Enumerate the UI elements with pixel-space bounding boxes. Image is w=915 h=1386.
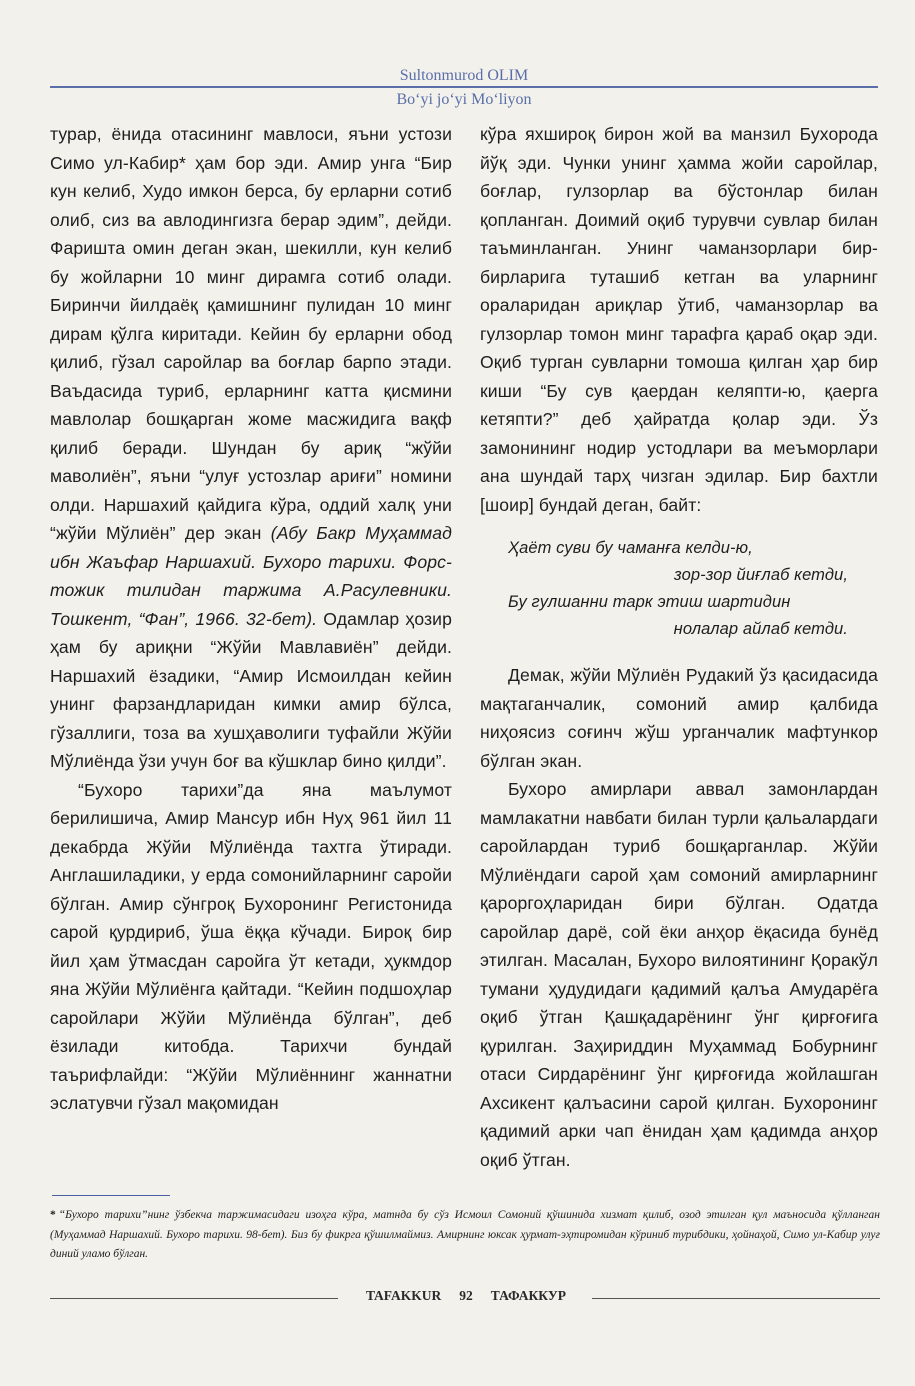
footer-rule-right	[592, 1298, 880, 1299]
footer-rule-left	[50, 1298, 338, 1299]
header-author: Sultonmurod OLIM	[399, 67, 529, 84]
left-p1-text: турар, ёнида отасининг мавлоси, яъни устози Симо ул-Кабир* ҳам бор эди. Амир унга “Бир кун келиб, Худо имкон берса, бу ерларни сотиб олиб, сиз ва авлодингизга берар эдим”, дейди. Фаришта омин деган экан, шекилли, кун келиб бу жойларни 10 минг дирамга сотиб олади. Биринчи йилдаёқ қамишнинг пулидан 10 минг дирам қўлга киритади. Кейин бу ерларни обод қилиб, гўзал саройлар ва боғлар барпо этади. Ваъдасида туриб, ерларнинг катта қисмини мавлолар бошқарган жоме масжидига вақф қилиб беради. Шундан бу ариқ “жўйи маволиён”, яъни “улуғ устозлар ариғи” номини олди. Наршахий қайдига кўра, оддий халқ уни “жўйи Мўлиён” дер экан	[50, 124, 452, 543]
left-paragraph-2: “Бухоро тарихи”да яна маълумот берилишича, Амир Мансур ибн Нуҳ 961 йил 11 декабрда Жўйи Мўлиёнда тахтга ўтиради. Англашиладики, у ерда сомонийларнинг саройи бўлган. Амир сўнгроқ Бухоронинг Регистонида сарой қурдириб, ўша ёққа кўчади. Бироқ бир йил ҳам ўтмасдан саройга ўт кетади, ҳукмдор яна Жўйи Мўлиёнга қайтади. “Кейин подшоҳлар саройлари Жўйи Мўлиёнда бўлган”, деб ёзилади китобда. Тарихчи бундай таърифлайди: “Жўйи Мўлиённинг жаннатни эслатувчи гўзал мақомидан	[50, 779, 452, 1113]
left-p1-end: Одамлар ҳозир ҳам бу ариқни “Жўйи Мавлавиён” дейди. Наршахий ёзадики, “Амир Исмоилдан кейин унинг фарзандларидан кимки амир бўлса, гўзаллиги, тоза ва хушҳаволиги туфайли Жўйи Мўлиёнда ўзи учун боғ ва кўшклар бино қилди”.	[50, 608, 452, 771]
footer-journal-cyrillic: ТАФАККУР	[490, 1288, 566, 1303]
header-rule	[50, 86, 878, 88]
poem-line-1: Ҳаёт суви бу чаманға келди-ю,	[508, 539, 753, 557]
poem-line-4: нолалар айлаб кетди.	[673, 620, 848, 638]
page-number: 92	[459, 1288, 473, 1303]
footnote-mark: *	[50, 1209, 56, 1221]
footnote	[50, 1206, 880, 1265]
right-paragraph-3: Бухоро амирлари аввал замонлардан мамлакатни навбати билан турли қальалардаги саройлардан туриб бошқарганлар. Жўйи Мўлиёндаги сарой ҳам сомоний амирларнинг қароргоҳларидан бири бўлган. Одатда саройлар дарё, сой ёки анҳор ёқасида бунёд этилган. Масалан, Бухоро вилоятининг Қоракўл тумани ҳудудидаги қадимий қалъа Амударёга оқиб ўтган Қашқадарёнинг ўнг қирғоғига қурилган. Заҳириддин Муҳаммад Бобурнинг отаси Сирдарёнинг ўнг қирғоғида жойлашган Ахсикент қалъасини сарой қилган. Бухоронинг қадимий арки чап ёнидан ҳам қадимда анҳор оқиб ўтган.	[480, 779, 878, 1170]
poem-line-2: зор-зор йиғлаб кетди,	[673, 566, 848, 584]
right-paragraph-1: кўра яхшироқ бирон жой ва манзил Бухорода йўқ эди. Чунки унинг ҳамма жойи саройлар, боғлар, гулзорлар ва бўстонлар билан қопланган. Доимий оқиб турувчи сувлар билан таъминланган. Унинг чаманзорлари бир-бирларига туташиб кетган ва уларнинг ораларидан ариқлар ўтиб, чаманзорлар ва гулзорлар томон минг тарафга қараб оқар эди. Оқиб турган сувларни томоша қилган ҳар бир киши “Бу сув қаердан келяпти-ю, қаерга кетяпти?” деб ҳайратда қолар эди. Ўз замонининг нодир устодлари ва меъморлари ана шундай тарҳ чизган эдилар. Бир бахтли [шоир] бундай деган, байт:	[480, 124, 878, 515]
page-footer	[50, 1288, 880, 1310]
poem-verse	[508, 535, 848, 643]
header-title: Bo‘yi jo‘yi Mo‘liyon	[396, 91, 532, 108]
right-paragraph-2: Демак, жўйи Мўлиён Рудакий ўз қасидасида мақтаганчалик, сомоний амир қалбида ниҳоясиз соғинч жўш урганчалик мафтункор бўлган экан.	[480, 665, 878, 771]
footer-journal-latin: TAFAKKUR	[366, 1288, 442, 1303]
left-p1-citation: (Абу Бакр Муҳаммад ибн Жаъфар Наршахий. Бухоро тарихи. Форс-тожик тилидан таржима А.Расулевники. Тошкент, “Фан”, 1966. 32-бет).	[50, 523, 452, 629]
right-column	[480, 120, 878, 1174]
footer-center	[350, 1288, 582, 1304]
footnote-rule	[52, 1195, 170, 1196]
left-column	[50, 120, 452, 1118]
left-paragraph-1	[50, 120, 452, 776]
poem-line-3: Бу гулшанни тарк этиш шартидин	[508, 593, 791, 611]
footnote-text: “Бухоро тарихи”нинг ўзбекча таржимасидаги изоҳга кўра, матнда бу сўз Исмоил Сомоний қўшинида хизмат қилиб, озод этилган қул маъносида қўлланган (Муҳаммад Наршахий. Бухоро тарихи. 98-бет). Биз бу фикрга қўшилмаймиз. Амирнинг юксак ҳурмат-эҳтиромидан кўриниб турибдики, ҳойнаҳой, Симо ул-Кабир улуғ диний уламо бўлган.	[50, 1209, 880, 1260]
